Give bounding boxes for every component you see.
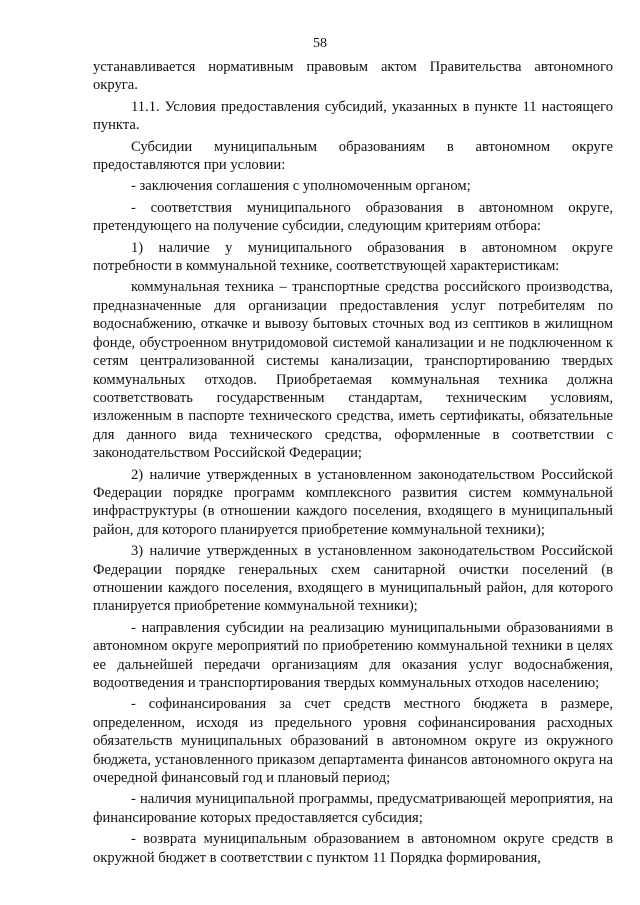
- document-body: [93, 58, 613, 870]
- paragraph-subsidy-conditions: Субсидии муниципальным образованиям в автономном округе предоставляются при условии:: [93, 138, 613, 174]
- paragraph-condition-direction: - направления субсидии на реализацию муниципальными образованиями в автономном округе мероприятий по приобретению коммунальной техники в целях ее дальнейшей передачи организациям для оказания услуг водоснабжения, водоотведения и транспортирования твердых коммунальных отходов населению;: [93, 619, 613, 691]
- paragraph-criterion-2: 2) наличие утвержденных в установленном законодательством Российской Федерации порядке программ комплексного развития систем коммунальной инфраструктуры (в отношении каждого поселения, входящего в муниципальный район, для которого планируется приобретение коммунальной техники);: [93, 466, 613, 538]
- paragraph-criterion-3: 3) наличие утвержденных в установленном законодательством Российской Федерации порядке генеральных схем санитарной очистки поселений (в отношении каждого поселения, входящего в муниципальный район, для которого планируется приобретение коммунальной техники);: [93, 543, 613, 615]
- paragraph-condition-return: - возврата муниципальным образованием в автономном округе средств в окружной бюджет в соответствии с пунктом 11 Порядка формирования,: [93, 831, 613, 866]
- paragraph-condition-agreement: - заключения соглашения с уполномоченным органом;: [131, 178, 471, 195]
- paragraph-condition-cofinancing: - софинансирования за счет средств местного бюджета в размере, определенном, исходя из предельного уровня софинансирования расходных обязательств муниципальных образований в автономном округе из окружного бюджета, установленного приказом департамента финансов автономного округа на очередной финансовый год и плановый период;: [93, 696, 613, 787]
- paragraph-condition-criteria: - соответствия муниципального образования в автономном округе, претендующего на получение субсидии, следующим критериям отбора:: [93, 199, 613, 235]
- paragraph-criterion-1: 1) наличие у муниципального образования в автономном округе потребности в коммунальной технике, соответствующей характеристикам:: [93, 239, 613, 275]
- paragraph-condition-program: - наличия муниципальной программы, предусматривающей мероприятия, на финансирование которых предоставляется субсидия;: [93, 791, 613, 826]
- page-number: 58: [313, 36, 327, 51]
- paragraph-section-11-1: 11.1. Условия предоставления субсидий, указанных в пункте 11 настоящего пункта.: [93, 98, 613, 134]
- paragraph-communal-equipment-definition: коммунальная техника – транспортные средства российского производства, предназначенные для организации предоставления услуг потребителям по водоснабжению, откачке и вывозу бытовых сточных вод из септиков в жилищном фонде, обустроенном внутридомовой системой канализации и не подключенном к сетям централизованной системы канализации, транспортированию твердых коммунальных отходов. Приобретаемая коммунальная техника должна соответствовать государственным стандартам, техническим условиям, изложенным в паспорте технического средства, иметь сертификаты, обязательные для данного вида технического средства, оформленные в соответствии с законодательством Российской Федерации;: [93, 279, 613, 462]
- paragraph-continuation: устанавливается нормативным правовым актом Правительства автономного округа.: [93, 59, 613, 94]
